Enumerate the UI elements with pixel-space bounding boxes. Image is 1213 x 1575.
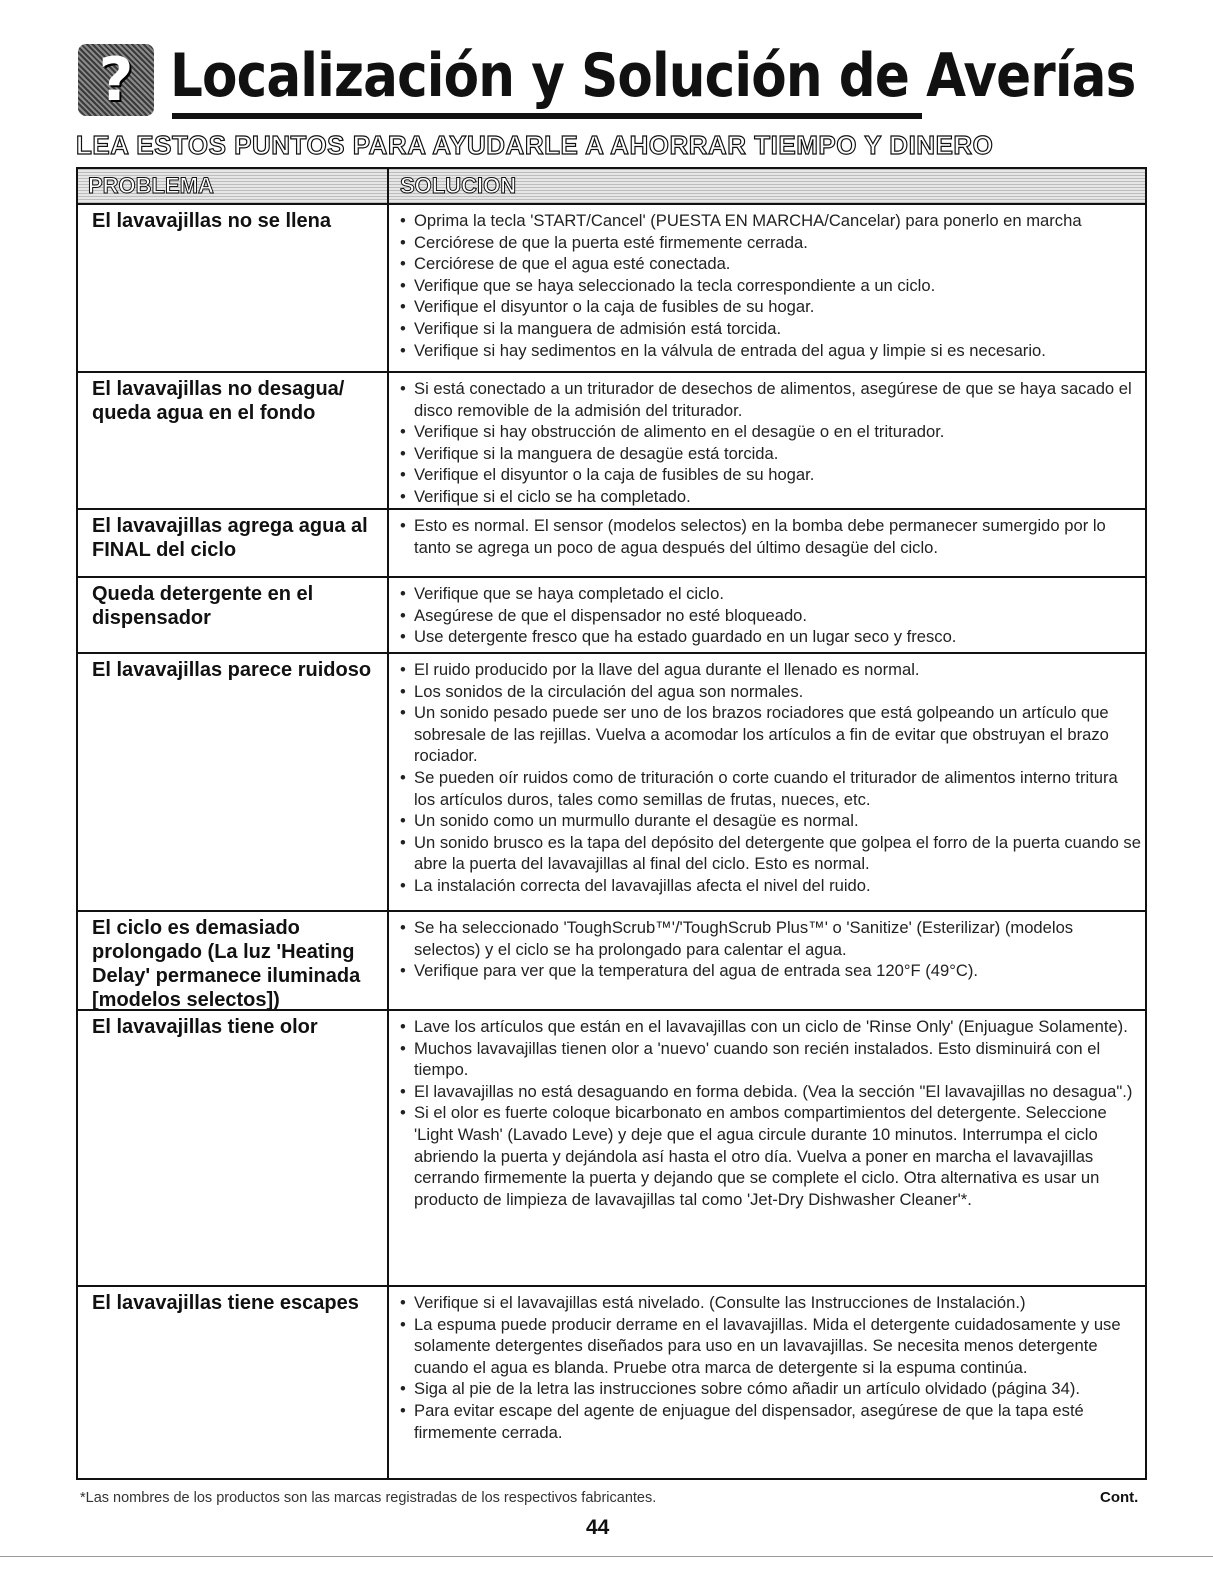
- solution-item: • Se pueden oír ruidos como de trituración o corte cuando el triturador de alimentos interno tritura los artículos duros, tales como semillas de frutas, nueces, etc.: [398, 767, 1142, 810]
- footnote: *Las nombres de los productos son las marcas registradas de los respectivos fabricantes.: [80, 1490, 657, 1506]
- page-title: Localización y Solución de Averías: [170, 41, 1136, 111]
- solution-item: • La instalación correcta del lavavajillas afecta el nivel del ruido.: [398, 875, 1142, 897]
- solution-item: • Verifique si el ciclo se ha completado.: [398, 486, 1142, 508]
- page-subtitle: LEA ESTOS PUNTOS PARA AYUDARLE A AHORRAR TIEMPO Y DINERO: [76, 130, 994, 160]
- column-divider: [387, 169, 389, 203]
- table-row: [78, 373, 1145, 510]
- table-header: [78, 169, 1145, 205]
- column-divider: [387, 1287, 389, 1478]
- solution-item: • Un sonido brusco es la tapa del depósito del detergente que golpea el forro de la puerta cuando se abre la puerta del lavavajillas al final del ciclo. Esto es normal.: [398, 832, 1142, 875]
- troubleshooting-table: [76, 167, 1147, 1480]
- solution-item: • Muchos lavavajillas tienen olor a 'nuevo' cuando son recién instalados. Esto disminuirá con el tiempo.: [398, 1038, 1142, 1081]
- column-header-problem: PROBLEMA: [88, 173, 214, 198]
- solution-item: • El ruido producido por la llave del agua durante el llenado es normal.: [398, 659, 1142, 681]
- solution-item: • Cerciórese de que el agua esté conectada.: [398, 253, 1142, 275]
- problem-cell: El lavavajillas no se llena: [92, 210, 332, 232]
- column-divider: [387, 654, 389, 910]
- problem-cell: El lavavajillas no desagua/ queda agua en el fondo: [92, 378, 345, 424]
- solution-list: [398, 1292, 1142, 1443]
- solution-item: • Siga al pie de la letra las instrucciones sobre cómo añadir un artículo olvidado (página 34).: [398, 1378, 1142, 1400]
- solution-item: • Los sonidos de la circulación del agua son normales.: [398, 681, 1142, 703]
- solution-list: [398, 583, 1142, 648]
- column-header-solution: SOLUCION: [400, 173, 517, 198]
- solution-list: [398, 210, 1142, 361]
- solution-item: • Se ha seleccionado 'ToughScrub™'/'ToughScrub Plus™' o 'Sanitize' (Esterilizar) (modelos selectos) y el ciclo se ha prolongado para calentar el agua.: [398, 917, 1142, 960]
- solution-item: • Verifique si hay obstrucción de alimento en el desagüe o en el triturador.: [398, 421, 1142, 443]
- solution-item: • Verifique el disyuntor o la caja de fusibles de su hogar.: [398, 296, 1142, 318]
- solution-list: [398, 917, 1142, 982]
- solution-item: • Verifique que se haya seleccionado la tecla correspondiente a un ciclo.: [398, 275, 1142, 297]
- solution-item: • Cerciórese de que la puerta esté firmemente cerrada.: [398, 232, 1142, 254]
- question-mark-icon: ?: [78, 44, 154, 116]
- table-row: [78, 654, 1145, 912]
- continued-label: Cont.: [1100, 1489, 1139, 1506]
- column-divider: [387, 1011, 389, 1285]
- problem-cell: El ciclo es demasiado prolongado (La luz 'Heating Delay' permanece iluminada [modelos selectos]): [92, 917, 361, 1011]
- solution-item: • Un sonido como un murmullo durante el desagüe es normal.: [398, 810, 1142, 832]
- solution-item: • Oprima la tecla 'START/Cancel' (PUESTA EN MARCHA/Cancelar) para ponerlo en marcha: [398, 210, 1142, 232]
- solution-item: • Verifique si la manguera de admisión está torcida.: [398, 318, 1142, 340]
- solution-item: • Lave los artículos que están en el lavavajillas con un ciclo de 'Rinse Only' (Enjuague Solamente).: [398, 1016, 1142, 1038]
- page-header: [78, 38, 1136, 118]
- column-divider: [387, 912, 389, 1009]
- solution-item: • Verifique para ver que la temperatura del agua de entrada sea 120°F (49°C).: [398, 960, 1142, 982]
- solution-item: • Verifique que se haya completado el ciclo.: [398, 583, 1142, 605]
- column-divider: [387, 205, 389, 371]
- table-row: [78, 912, 1145, 1011]
- problem-cell: El lavavajillas agrega agua al FINAL del ciclo: [92, 515, 368, 561]
- solution-item: • La espuma puede producir derrame en el lavavajillas. Mida el detergente cuidadosamente y use solamente detergentes diseñados para uso en un lavavajillas. Se necesita menos detergente cuando el agua es blanda. Pruebe otra marca de detergente si la espuma continúa.: [398, 1314, 1142, 1379]
- solution-item: • El lavavajillas no está desaguando en forma debida. (Vea la sección "El lavavajillas no desagua".): [398, 1081, 1142, 1103]
- solution-item: • Verifique si la manguera de desagüe está torcida.: [398, 443, 1142, 465]
- bottom-rule: [0, 1556, 1213, 1557]
- page-number: 44: [586, 1516, 610, 1539]
- column-divider: [387, 373, 389, 508]
- solution-item: • Asegúrese de que el dispensador no esté bloqueado.: [398, 605, 1142, 627]
- solution-item: • Verifique si hay sedimentos en la válvula de entrada del agua y limpie si es necesario.: [398, 340, 1142, 362]
- problem-cell: El lavavajillas parece ruidoso: [92, 659, 372, 681]
- solution-item: • Si está conectado a un triturador de desechos de alimentos, asegúrese de que se haya sacado el disco removible de la admisión del triturador.: [398, 378, 1142, 421]
- solution-list: [398, 1016, 1142, 1210]
- table-row: [78, 1011, 1145, 1287]
- table-row: [78, 1287, 1145, 1478]
- solution-item: • Esto es normal. El sensor (modelos selectos) en la bomba debe permanecer sumergido por lo tanto se agrega un poco de agua después del último desagüe del ciclo.: [398, 515, 1142, 558]
- solution-list: [398, 378, 1142, 508]
- solution-item: • Use detergente fresco que ha estado guardado en un lugar seco y fresco.: [398, 626, 1142, 648]
- solution-list: [398, 659, 1142, 897]
- title-underline: [172, 113, 922, 119]
- solution-list: [398, 515, 1142, 558]
- table-row: [78, 578, 1145, 654]
- column-divider: [387, 578, 389, 652]
- table-row: [78, 510, 1145, 578]
- table-row: [78, 205, 1145, 373]
- problem-cell: El lavavajillas tiene escapes: [92, 1292, 359, 1314]
- solution-item: • Un sonido pesado puede ser uno de los brazos rociadores que está golpeando un artículo que sobresale de las rejillas. Vuelva a acomodar los artículos a fin de evitar que obstruyan el brazo rociador.: [398, 702, 1142, 767]
- problem-cell: Queda detergente en el dispensador: [92, 583, 314, 629]
- solution-item: • Si el olor es fuerte coloque bicarbonato en ambos compartimientos del detergente. Seleccione 'Light Wash' (Lavado Leve) y deje que el agua circule durante 10 minutos. Interrumpa el ciclo abriendo la puerta y dejándola así hasta el otro día. Vuelva a poner en marcha el lavavajillas cerrando firmemente la puerta y dejando que se complete el ciclo. Otra alternativa es usar un producto de limpieza de lavavajillas tal como 'Jet-Dry Dishwasher Cleaner'*.: [398, 1102, 1142, 1210]
- column-divider: [387, 510, 389, 576]
- problem-cell: El lavavajillas tiene olor: [92, 1016, 318, 1038]
- solution-item: • Verifique si el lavavajillas está nivelado. (Consulte las Instrucciones de Instalación.): [398, 1292, 1142, 1314]
- solution-item: • Para evitar escape del agente de enjuague del dispensador, asegúrese de que la tapa esté firmemente cerrada.: [398, 1400, 1142, 1443]
- solution-item: • Verifique el disyuntor o la caja de fusibles de su hogar.: [398, 464, 1142, 486]
